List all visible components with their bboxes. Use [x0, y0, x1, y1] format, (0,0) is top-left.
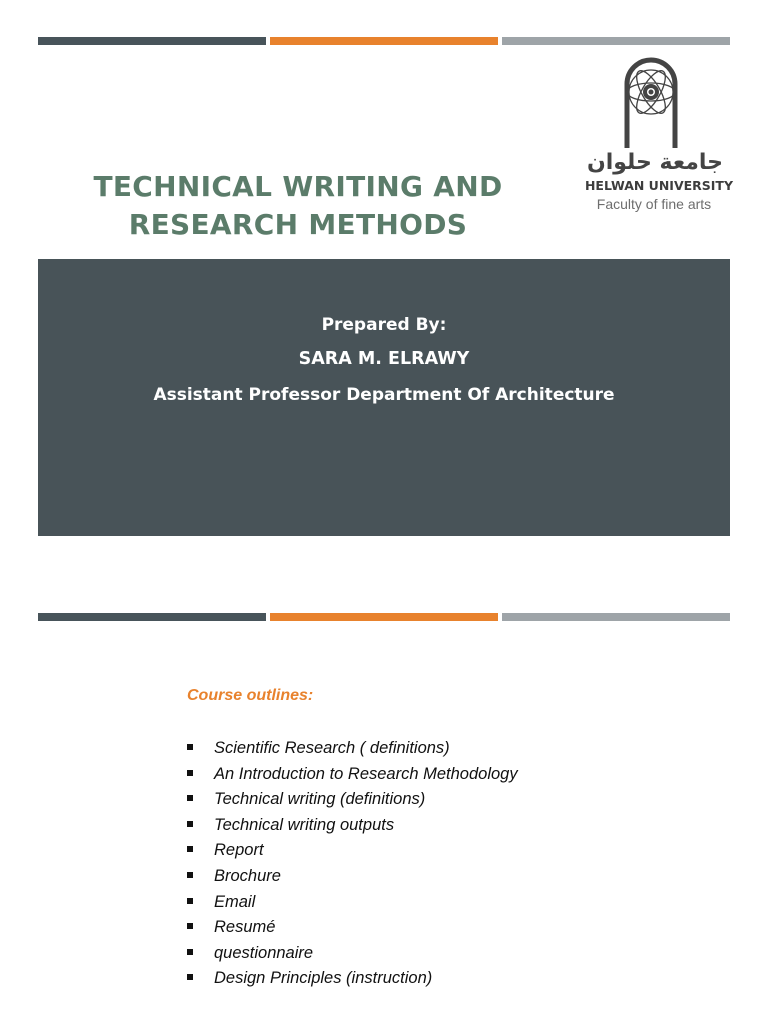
list-item: questionnaire — [187, 942, 518, 968]
university-emblem-icon — [613, 42, 689, 150]
list-item: Design Principles (instruction) — [187, 967, 518, 993]
list-item: Report — [187, 839, 518, 865]
university-name: HELWAN UNIVERSITY — [584, 178, 734, 193]
author-name: SARA M. ELRAWY — [298, 349, 470, 369]
course-outline-list — [187, 737, 518, 993]
accent-bar-orange — [270, 37, 498, 45]
accent-bar-orange — [270, 613, 498, 621]
second-slide-accent-bars — [38, 613, 730, 621]
list-item: Resumé — [187, 916, 518, 942]
faculty-name: Faculty of fine arts — [596, 196, 712, 212]
prepared-by-label: Prepared By: — [321, 315, 447, 335]
accent-bar-gray — [502, 613, 730, 621]
slide-title-line-2: RESEARCH METHODS — [128, 208, 468, 241]
slide-title — [38, 168, 558, 244]
author-position: Assistant Professor Department Of Architecture — [153, 385, 615, 405]
list-item: An Introduction to Research Methodology — [187, 763, 518, 789]
university-logo — [578, 42, 740, 217]
accent-bar-dark — [38, 613, 266, 621]
course-outlines-heading: Course outlines: — [187, 687, 314, 704]
list-item: Technical writing outputs — [187, 814, 518, 840]
list-item: Email — [187, 891, 518, 917]
list-item: Technical writing (definitions) — [187, 788, 518, 814]
list-item: Scientific Research ( definitions) — [187, 737, 518, 763]
presenter-panel — [38, 259, 730, 536]
list-item: Brochure — [187, 865, 518, 891]
slide-title-line-1: TECHNICAL WRITING AND — [93, 170, 503, 203]
accent-bar-dark — [38, 37, 266, 45]
arabic-university-name: جامعة حلوان — [586, 150, 724, 175]
